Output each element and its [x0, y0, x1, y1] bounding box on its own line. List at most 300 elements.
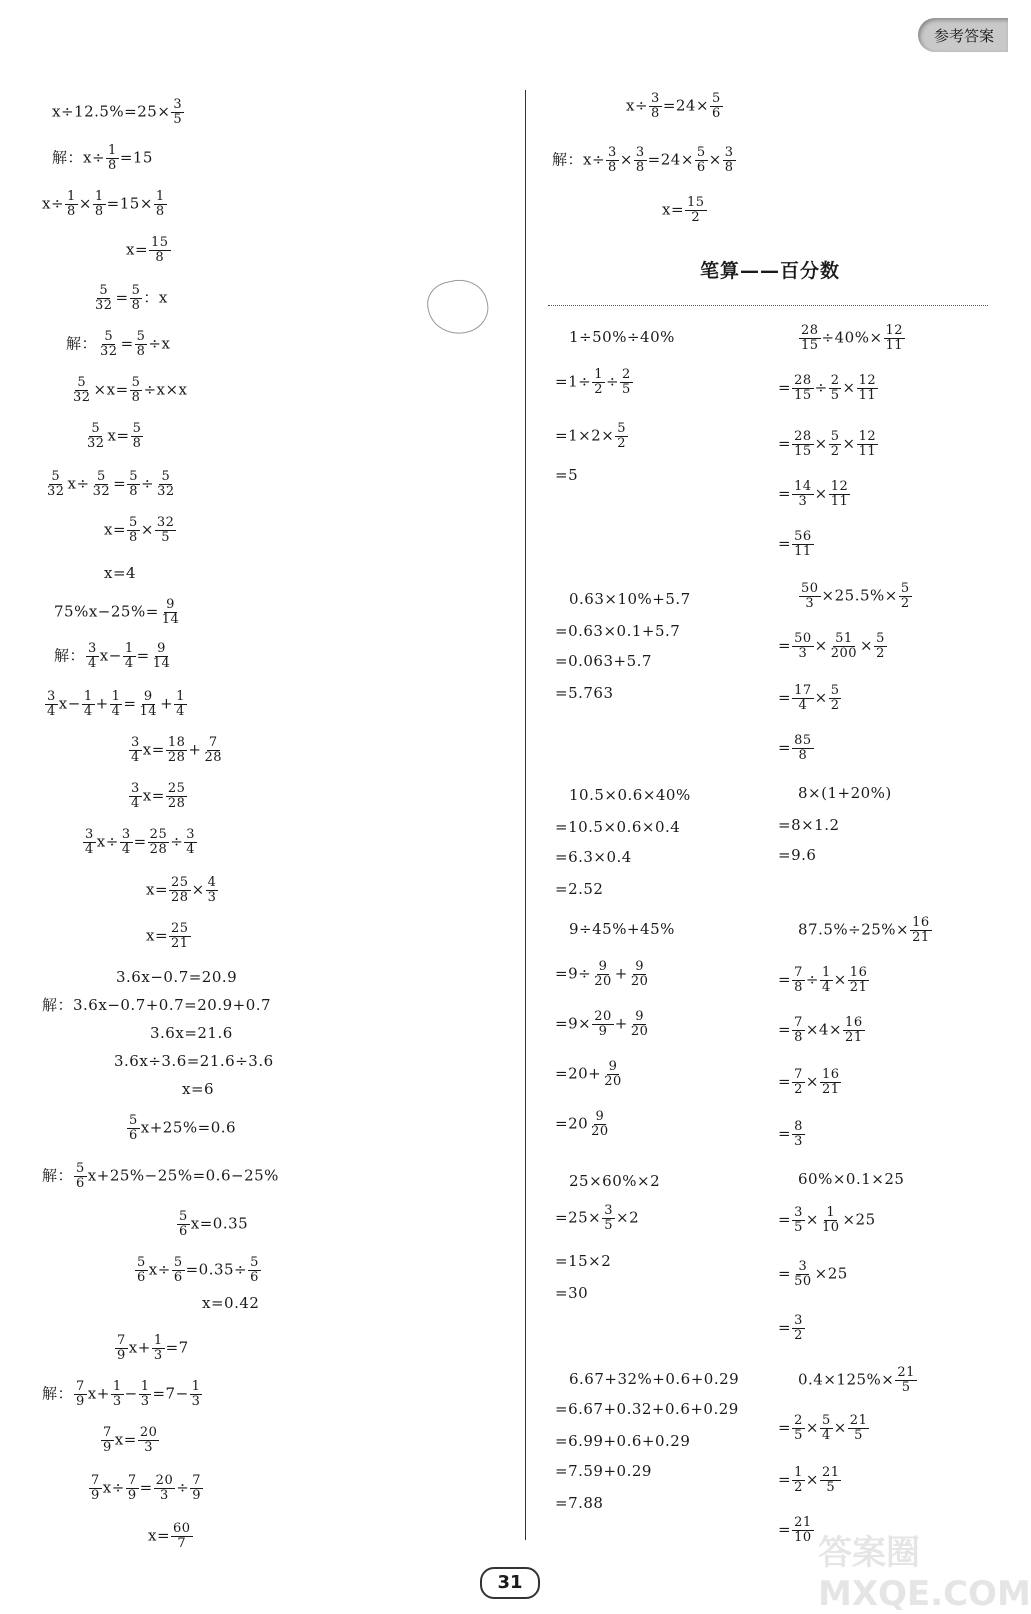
- numerator: 9: [635, 1009, 644, 1024]
- expression-text: ×: [78, 194, 92, 213]
- expression-text: x÷: [96, 832, 119, 851]
- fraction: [843, 1016, 865, 1045]
- expression-text: x−: [99, 646, 122, 665]
- expression-text: 3.6x÷3.6=21.6÷3.6: [114, 1052, 274, 1070]
- expression-text: ÷: [140, 474, 155, 493]
- fraction: [166, 736, 188, 765]
- expression-text: x÷12.5%=25×: [52, 102, 171, 121]
- numerator: 12: [830, 479, 849, 494]
- denominator: 11: [858, 444, 877, 459]
- equation-line: [555, 652, 652, 670]
- fraction: [74, 1380, 87, 1409]
- denominator: 20: [630, 1024, 649, 1039]
- numerator: 21: [849, 1413, 868, 1428]
- numerator: 5: [99, 283, 109, 298]
- numerator: 5: [712, 91, 721, 106]
- denominator: 5: [830, 388, 840, 403]
- expression-text: =: [778, 738, 792, 757]
- expression-text: x=: [146, 926, 169, 945]
- expression-text: ÷x: [148, 334, 171, 353]
- fraction: [174, 690, 187, 719]
- expression-text: ÷: [605, 372, 620, 391]
- fraction: [685, 196, 707, 225]
- denominator: 4: [798, 698, 808, 713]
- fraction: [629, 960, 651, 989]
- denominator: 6: [179, 1224, 188, 1239]
- expression-text: 25×60%×2: [569, 1172, 661, 1190]
- expression-text: ×x=: [93, 380, 129, 399]
- equation-line: [778, 1260, 848, 1289]
- expression-text: ：x: [143, 288, 168, 307]
- expression-text: =: [778, 636, 792, 655]
- expression-text: =: [778, 484, 792, 503]
- denominator: 8: [94, 204, 104, 219]
- numerator: 3: [794, 1205, 803, 1220]
- expression-text: x=4: [104, 564, 137, 582]
- equation-line: [104, 564, 136, 582]
- denominator: 8: [651, 106, 660, 121]
- numerator: 5: [696, 145, 706, 160]
- expression-text: =9.6: [778, 846, 817, 864]
- numerator: 1: [176, 689, 185, 704]
- fraction: [65, 190, 78, 219]
- denominator: 32: [157, 484, 175, 499]
- equation-line: [798, 324, 906, 353]
- equation-line: [798, 916, 933, 945]
- denominator: 6: [137, 1270, 146, 1285]
- fraction: [184, 828, 197, 857]
- numerator: 1: [83, 689, 93, 704]
- expression-text: x+25%−25%=0.6−25%: [87, 1166, 279, 1185]
- denominator: 4: [111, 704, 121, 719]
- numerator: 3: [121, 827, 131, 842]
- fraction: [899, 582, 912, 611]
- fraction: [74, 1162, 87, 1191]
- denominator: 4: [83, 704, 93, 719]
- fraction: [129, 736, 142, 765]
- expression-text: =: [136, 646, 150, 665]
- numerator: 9: [595, 1109, 605, 1124]
- expression-text: =: [778, 1470, 792, 1489]
- fraction: [723, 146, 736, 175]
- fraction: [155, 516, 177, 545]
- denominator: 4: [88, 656, 97, 671]
- expression-text: =2.52: [555, 880, 604, 898]
- numerator: 28: [794, 429, 812, 444]
- numerator: 5: [830, 683, 840, 698]
- fraction: [710, 92, 723, 121]
- fraction: [792, 734, 814, 763]
- numerator: 1: [191, 1379, 201, 1394]
- fraction: [695, 146, 708, 175]
- numerator: 5: [617, 421, 627, 436]
- numerator: 5: [876, 631, 885, 646]
- denominator: 8: [136, 344, 146, 359]
- fraction: [792, 1516, 814, 1545]
- equation-line: [88, 1474, 204, 1503]
- numerator: 5: [51, 469, 61, 484]
- denominator: 9: [117, 1348, 126, 1363]
- equation-line: [555, 1010, 651, 1039]
- expression-text: x=: [114, 1430, 137, 1449]
- fraction: [829, 684, 842, 713]
- denominator: 32: [95, 298, 113, 313]
- fraction: [820, 1466, 842, 1495]
- denominator: 32: [100, 344, 118, 359]
- expression-text: 6.67+32%+0.6+0.29: [569, 1370, 740, 1388]
- expression-text: ×: [140, 520, 154, 539]
- expression-text: =: [120, 334, 134, 353]
- fraction: [83, 828, 96, 857]
- fraction: [792, 1314, 805, 1343]
- denominator: 2: [900, 596, 910, 611]
- expression-text: ×: [814, 484, 828, 503]
- equation-line: [116, 968, 237, 986]
- fraction: [829, 632, 859, 661]
- numerator: 20: [139, 1425, 158, 1440]
- numerator: 20: [594, 1009, 612, 1024]
- denominator: 28: [149, 842, 168, 857]
- numerator: 18: [167, 735, 186, 750]
- numerator: 50: [794, 631, 812, 646]
- numerator: 7: [192, 1473, 202, 1488]
- equation-line: [54, 598, 182, 627]
- equation-line: [778, 632, 888, 661]
- fraction: [820, 1414, 833, 1443]
- numerator: 3: [47, 689, 56, 704]
- fraction: [857, 374, 879, 403]
- numerator: 9: [143, 689, 153, 704]
- numerator: 12: [885, 323, 904, 338]
- fraction: [792, 632, 814, 661]
- denominator: 20: [591, 1124, 609, 1139]
- expression-text: 87.5%÷25%×: [798, 920, 910, 939]
- denominator: 3: [160, 1488, 169, 1503]
- denominator: 9: [127, 1488, 137, 1503]
- expression-text: =7−: [152, 1384, 189, 1403]
- expression-text: =0.35÷: [185, 1260, 248, 1279]
- expression-text: ÷40%×: [821, 328, 883, 347]
- fraction: [829, 480, 851, 509]
- fraction: [629, 1010, 651, 1039]
- numerator: 2: [622, 367, 631, 382]
- numerator: 28: [794, 373, 812, 388]
- fraction: [792, 1016, 805, 1045]
- expression-text: +: [95, 694, 109, 713]
- equation-line: [555, 1462, 652, 1480]
- fraction: [602, 1204, 615, 1233]
- numerator: 5: [900, 581, 910, 596]
- equation-line: [778, 1314, 806, 1343]
- denominator: 21: [845, 1030, 863, 1045]
- numerator: 2: [830, 373, 840, 388]
- equation-line: [150, 1024, 233, 1042]
- equation-line: [778, 1016, 866, 1045]
- expression-text: x÷: [42, 194, 65, 213]
- fraction: [190, 1474, 203, 1503]
- numerator: 9: [598, 959, 608, 974]
- denominator: 2: [691, 210, 701, 225]
- numerator: 3: [651, 91, 660, 106]
- denominator: 6: [696, 160, 706, 175]
- equation-line: [778, 734, 815, 763]
- numerator: 1: [594, 367, 603, 382]
- equation-line: [92, 284, 168, 313]
- fraction: [120, 828, 133, 857]
- equation-line: [114, 1334, 189, 1363]
- equation-line: [778, 1414, 870, 1443]
- expression-text: 10.5×0.6×40%: [569, 786, 691, 804]
- expression-text: −: [124, 1384, 138, 1403]
- numerator: 1: [140, 1379, 150, 1394]
- numerator: 1: [111, 689, 121, 704]
- equation-line: [82, 828, 198, 857]
- denominator: 32: [92, 484, 111, 499]
- denominator: 2: [794, 1328, 803, 1343]
- expression-text: =: [139, 1478, 153, 1497]
- fraction: [169, 876, 191, 905]
- equation-line: [555, 1060, 625, 1089]
- numerator: 3: [608, 145, 617, 160]
- fraction: [792, 430, 814, 459]
- denominator: 5: [854, 1428, 863, 1443]
- expression-text: +: [614, 1014, 628, 1033]
- fraction: [589, 1110, 611, 1139]
- fraction: [206, 876, 219, 905]
- expression-text: 3.6x=21.6: [150, 1024, 233, 1042]
- numerator: 3: [724, 145, 734, 160]
- expression-text: ×: [833, 970, 847, 989]
- expression-text: x+25%=0.6: [140, 1118, 237, 1137]
- numerator: 9: [157, 641, 166, 656]
- fraction: [106, 144, 119, 173]
- denominator: 28: [167, 750, 186, 765]
- equation-line: [778, 480, 851, 509]
- denominator: 4: [186, 842, 196, 857]
- expression-text: 75%x−25%=: [54, 602, 159, 621]
- equation-line: [100, 1426, 160, 1455]
- page-number: 31: [480, 1567, 540, 1599]
- numerator: 5: [91, 421, 101, 436]
- denominator: 5: [794, 1220, 803, 1235]
- denominator: 8: [155, 204, 165, 219]
- expression-text: x÷: [626, 96, 649, 115]
- fraction: [799, 582, 821, 611]
- expression-text: =9÷: [555, 964, 592, 983]
- fraction: [248, 1256, 261, 1285]
- equation-line: [555, 960, 651, 989]
- numerator: 3: [88, 641, 97, 656]
- denominator: 6: [173, 1270, 183, 1285]
- fraction: [171, 98, 184, 127]
- fraction: [166, 782, 188, 811]
- expression-text: ÷: [170, 832, 184, 851]
- numerator: 7: [794, 1067, 803, 1082]
- expression-text: x+: [128, 1338, 151, 1357]
- denominator: 28: [204, 750, 222, 765]
- numerator: 5: [136, 329, 146, 344]
- equation-line: [555, 466, 578, 484]
- denominator: 20: [604, 1074, 622, 1089]
- expression-text: x=6: [182, 1080, 215, 1098]
- fraction: [910, 916, 932, 945]
- fraction: [154, 1474, 176, 1503]
- equation-line: [52, 98, 185, 127]
- equation-line: [555, 818, 680, 836]
- expression-text: ×: [805, 1210, 819, 1229]
- expression-text: =: [778, 1124, 792, 1143]
- expression-text: x=: [104, 520, 127, 539]
- numerator: 16: [821, 1067, 840, 1082]
- fraction: [634, 146, 647, 175]
- numerator: 3: [173, 97, 183, 112]
- expression-text: ×: [842, 378, 856, 397]
- expression-text: =5: [555, 466, 579, 484]
- denominator: 7: [177, 1536, 187, 1551]
- denominator: 15: [794, 444, 812, 459]
- numerator: 1: [826, 1205, 836, 1220]
- expression-text: ×: [814, 434, 828, 453]
- equation-line: [555, 1252, 611, 1270]
- answer-tab: [918, 18, 1008, 52]
- fraction: [884, 324, 906, 353]
- expression-text: ×: [842, 434, 856, 453]
- fraction: [792, 374, 814, 403]
- expression-text: 8×(1+20%): [798, 784, 892, 802]
- expression-text: ×: [708, 150, 722, 169]
- numerator: 20: [155, 1473, 174, 1488]
- fraction: [93, 190, 106, 219]
- denominator: 3: [191, 1394, 201, 1409]
- numerator: 25: [171, 875, 189, 890]
- numerator: 5: [104, 329, 114, 344]
- equation-line: [54, 642, 173, 671]
- denominator: 8: [129, 530, 138, 545]
- fraction: [592, 960, 614, 989]
- equation-line: [778, 1516, 815, 1545]
- fraction: [154, 190, 167, 219]
- equation-line: [778, 1120, 806, 1149]
- denominator: 3: [805, 596, 815, 611]
- fraction: [139, 1380, 152, 1409]
- fraction: [123, 642, 136, 671]
- equation-line: [52, 144, 153, 173]
- expression-text: x=: [148, 1526, 171, 1545]
- stamp-mark: [423, 274, 493, 339]
- numerator: 5: [821, 1413, 831, 1428]
- equation-line: [555, 368, 634, 397]
- fraction: [848, 1414, 870, 1443]
- expression-text: 9÷45%+45%: [569, 920, 675, 938]
- denominator: 5: [604, 1218, 614, 1233]
- expression-text: ÷: [176, 1478, 190, 1497]
- expression-text: 1÷50%÷40%: [569, 328, 675, 346]
- numerator: 7: [117, 1333, 126, 1348]
- equation-line: [44, 470, 178, 499]
- denominator: 3: [144, 1440, 153, 1455]
- numerator: 3: [604, 1203, 614, 1218]
- equation-line: [569, 1172, 660, 1190]
- expression-text: ÷x×x: [143, 380, 188, 399]
- denominator: 2: [794, 1480, 803, 1495]
- numerator: 17: [794, 683, 812, 698]
- denominator: 21: [821, 1082, 840, 1097]
- fraction: [792, 1466, 805, 1495]
- denominator: 2: [617, 436, 627, 451]
- denominator: 8: [132, 436, 142, 451]
- fraction: [792, 1120, 805, 1149]
- expression-text: ×: [805, 1072, 819, 1091]
- denominator: 200: [830, 646, 858, 661]
- numerator: 16: [849, 965, 868, 980]
- equation-line: [555, 422, 629, 451]
- fraction: [792, 1206, 805, 1235]
- expression-text: x=: [146, 880, 169, 899]
- denominator: 15: [801, 338, 819, 353]
- expression-text: x=0.42: [202, 1294, 260, 1312]
- expression-text: =7.88: [555, 1494, 604, 1512]
- fraction: [45, 470, 67, 499]
- denominator: 2: [876, 646, 885, 661]
- fraction: [792, 1414, 805, 1443]
- denominator: 8: [67, 204, 76, 219]
- fraction: [89, 1474, 102, 1503]
- equation-line: [778, 846, 816, 864]
- equation-line: [84, 422, 144, 451]
- expression-text: x−: [58, 694, 81, 713]
- expression-text: =: [778, 970, 792, 989]
- equation-line: [134, 1256, 262, 1285]
- numerator: 1: [153, 1333, 163, 1348]
- denominator: 2: [830, 444, 840, 459]
- fraction: [93, 284, 115, 313]
- equation-line: [778, 684, 842, 713]
- denominator: 8: [155, 250, 165, 265]
- expression-text: ×25.5%×: [821, 586, 898, 605]
- equation-line: [555, 1284, 588, 1302]
- fraction: [829, 430, 842, 459]
- fraction: [151, 642, 173, 671]
- fraction: [71, 376, 93, 405]
- equation-line: [128, 782, 188, 811]
- expression-text: =15×2: [555, 1252, 612, 1270]
- denominator: 32: [87, 436, 105, 451]
- denominator: 5: [794, 1428, 803, 1443]
- fraction: [101, 1426, 114, 1455]
- expression-text: ×: [191, 880, 205, 899]
- numerator: 5: [77, 375, 87, 390]
- expression-text: =15×: [106, 194, 153, 213]
- fraction: [820, 1206, 842, 1235]
- equation-line: [778, 816, 840, 834]
- expression-text: =0.063+5.7: [555, 652, 652, 670]
- denominator: 2: [830, 698, 840, 713]
- expression-text: 解：: [54, 646, 86, 665]
- denominator: 15: [794, 388, 812, 403]
- denominator: 6: [250, 1270, 259, 1285]
- expression-text: =: [778, 1418, 792, 1437]
- denominator: 14: [161, 612, 180, 627]
- expression-text: =: [778, 378, 792, 397]
- expression-text: =8×1.2: [778, 816, 840, 834]
- denominator: 11: [885, 338, 904, 353]
- equation-line: [626, 92, 724, 121]
- numerator: 7: [76, 1379, 85, 1394]
- expression-text: =6.67+0.32+0.6+0.29: [555, 1400, 739, 1418]
- fraction: [177, 1210, 190, 1239]
- equation-line: [555, 1494, 603, 1512]
- expression-text: +: [160, 694, 174, 713]
